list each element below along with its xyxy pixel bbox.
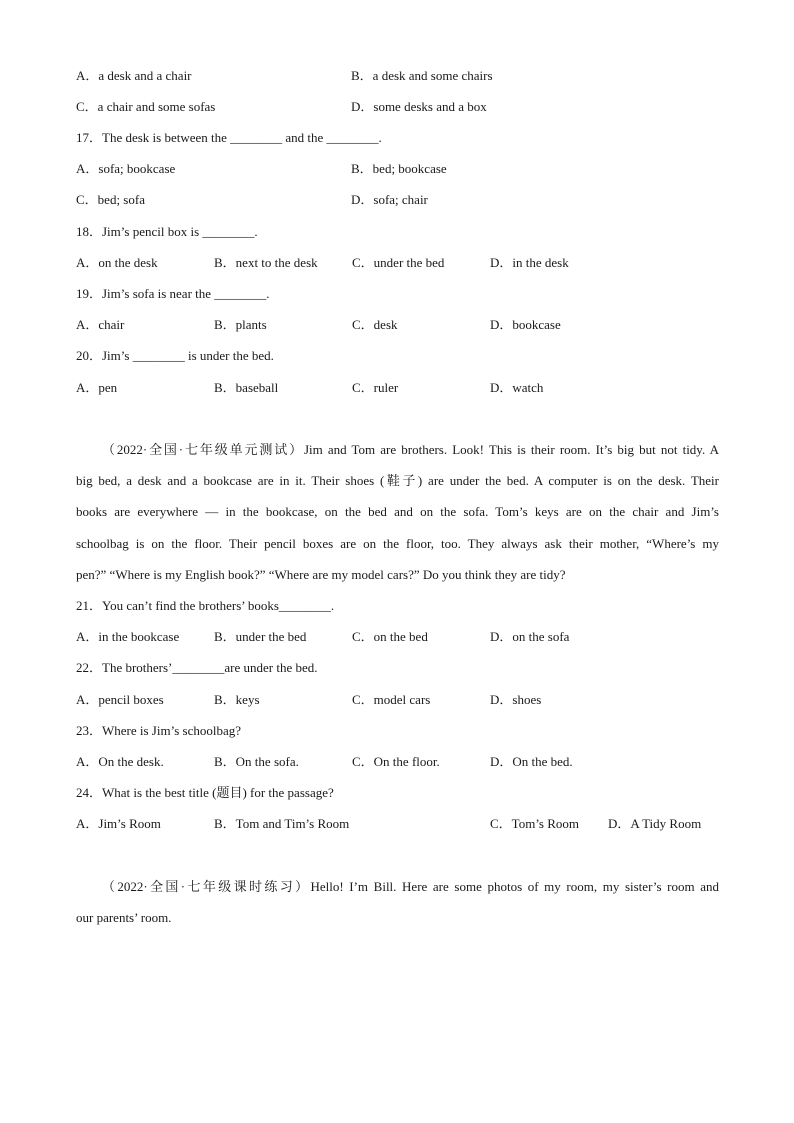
q20-option-c: C．ruler: [352, 380, 399, 395]
passage2-line-4: schoolbag is on the floor. Their pencil boxes are on the floor, too. They always ask their mother, “Where’s my: [76, 536, 719, 551]
q16-option-d: D．some desks and a box: [351, 99, 487, 114]
q18-option-d: D．in the desk: [490, 255, 569, 270]
q23-option-b: B．On the sofa.: [214, 754, 299, 769]
q22-option-a: A．pencil boxes: [76, 692, 164, 707]
q19-option-b: B．plants: [214, 317, 267, 332]
passage2-line-1: （2022·全国·七年级单元测试）Jim and Tom are brothers. Look! This is their room. It’s big but not tidy. A: [102, 442, 719, 457]
q19-option-a: A．chair: [76, 317, 125, 332]
q18-option-c: C．under the bed: [352, 255, 445, 270]
q18-stem: 18．Jim’s pencil box is ________.: [76, 224, 258, 239]
q17-option-d: D．sofa; chair: [351, 192, 428, 207]
q24-option-d: D．A Tidy Room: [608, 816, 702, 831]
q18-option-b: B．next to the desk: [214, 255, 318, 270]
q21-option-a: A．in the bookcase: [76, 629, 180, 644]
q17-option-b: B．bed; bookcase: [351, 161, 447, 176]
q18-option-a: A．on the desk: [76, 255, 158, 270]
q21-stem: 21．You can’t find the brothers’ books________.: [76, 598, 335, 613]
passage2-line-5: pen?” “Where is my English book?” “Where are my model cars?” Do you think they are tidy?: [76, 567, 566, 582]
q20-option-d: D．watch: [490, 380, 544, 395]
q20-stem: 20．Jim’s ________ is under the bed.: [76, 348, 274, 363]
passage3-line-1: （2022·全国·七年级课时练习）Hello! I’m Bill. Here are some photos of my room, my sister’s room and: [102, 879, 719, 894]
q23-stem: 23．Where is Jim’s schoolbag?: [76, 723, 241, 738]
q24-stem: 24．What is the best title (题目) for the passage?: [76, 785, 334, 800]
q22-option-c: C．model cars: [352, 692, 431, 707]
q23-option-a: A．On the desk.: [76, 754, 164, 769]
q24-option-a: A．Jim’s Room: [76, 816, 161, 831]
q21-option-c: C．on the bed: [352, 629, 428, 644]
passage3-line-2: our parents’ room.: [76, 910, 172, 925]
q22-option-d: D．shoes: [490, 692, 542, 707]
q16-option-b: B．a desk and some chairs: [351, 68, 493, 83]
q19-stem: 19．Jim’s sofa is near the ________.: [76, 286, 270, 301]
q19-option-d: D．bookcase: [490, 317, 561, 332]
q23-option-d: D．On the bed.: [490, 754, 573, 769]
q22-option-b: B．keys: [214, 692, 260, 707]
q24-option-b: B．Tom and Tim’s Room: [214, 816, 350, 831]
q21-option-d: D．on the sofa: [490, 629, 570, 644]
q20-option-a: A．pen: [76, 380, 118, 395]
q23-option-c: C．On the floor.: [352, 754, 440, 769]
q16-option-c: C．a chair and some sofas: [76, 99, 216, 114]
q17-option-a: A．sofa; bookcase: [76, 161, 176, 176]
q21-option-b: B．under the bed: [214, 629, 307, 644]
q16-option-a: A．a desk and a chair: [76, 68, 192, 83]
q22-stem: 22．The brothers’________are under the bed.: [76, 660, 318, 675]
q24-option-c: C．Tom’s Room: [490, 816, 580, 831]
q19-option-c: C．desk: [352, 317, 398, 332]
q17-stem: 17．The desk is between the ________ and the ________.: [76, 130, 382, 145]
passage2-line-3: books are everywhere — in the bookcase, on the bed and on the sofa. Tom’s keys are on the chair and Jim’s: [76, 504, 719, 519]
q17-option-c: C．bed; sofa: [76, 192, 145, 207]
passage2-line-2: big bed, a desk and a bookcase are in it. Their shoes (鞋子) are under the bed. A computer is on the desk. Their: [76, 473, 719, 488]
q20-option-b: B．baseball: [214, 380, 279, 395]
